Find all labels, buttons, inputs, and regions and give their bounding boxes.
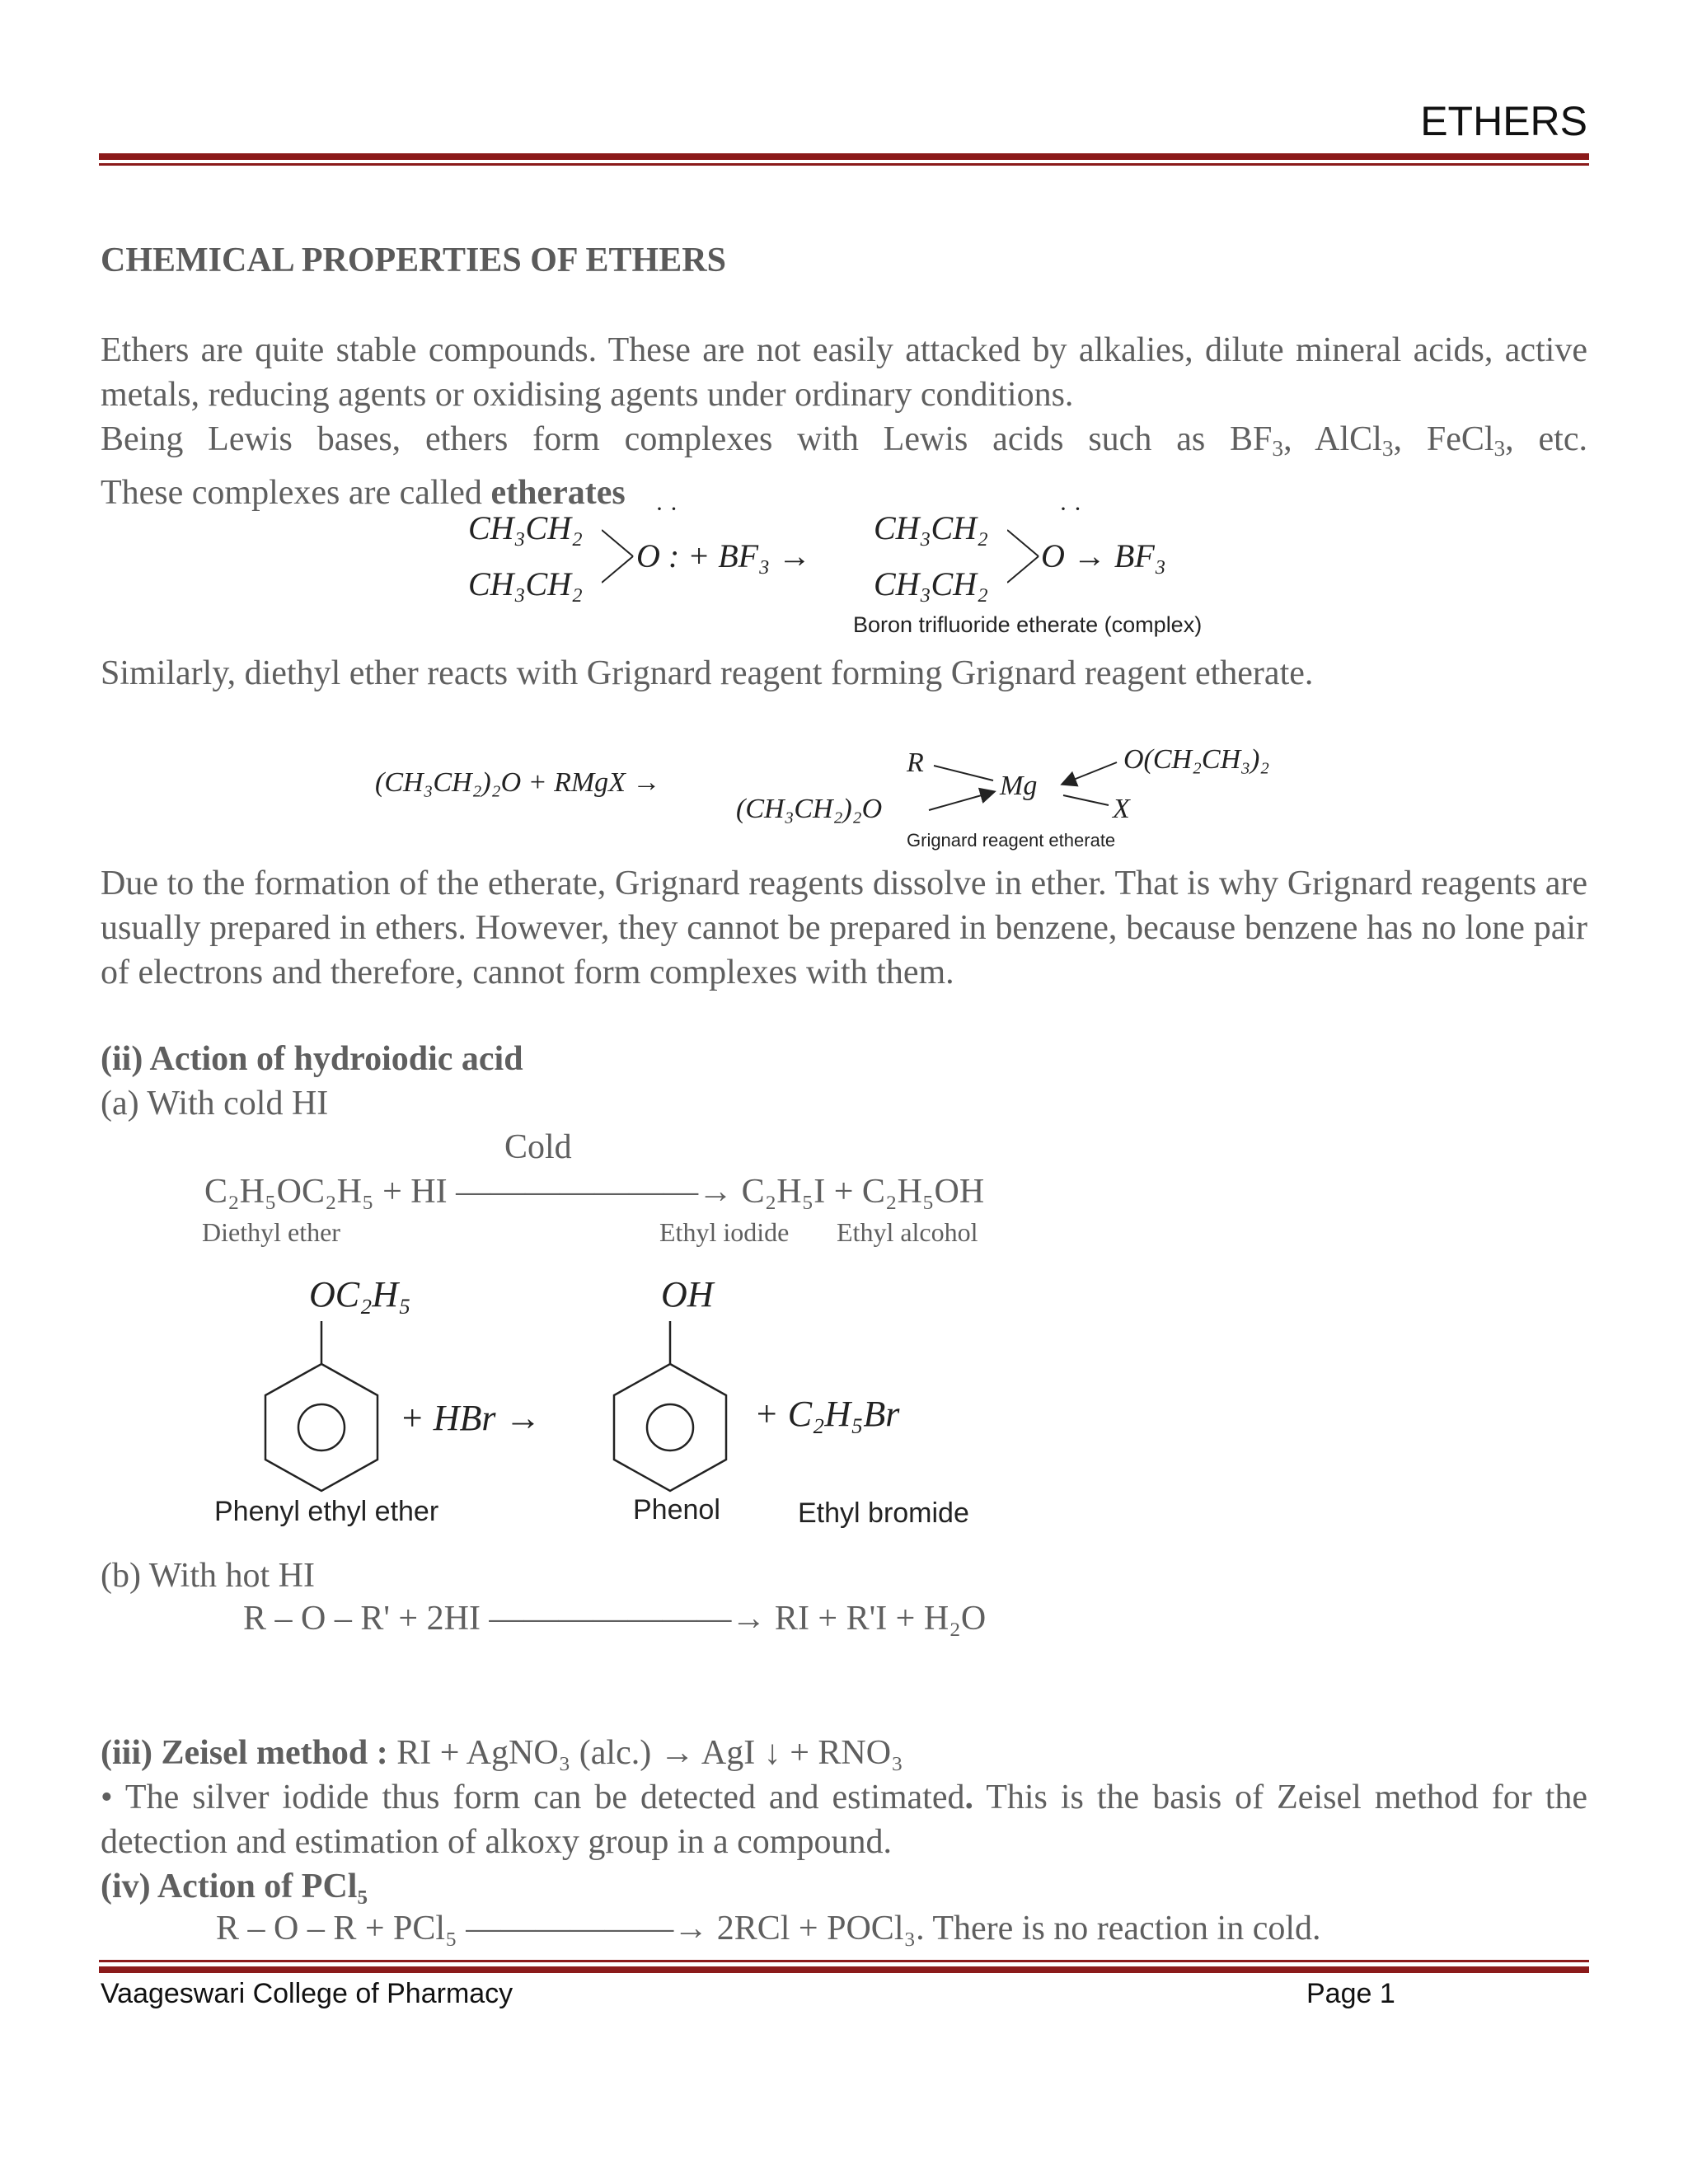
lone-pair-dots-right: · ·	[1059, 495, 1082, 523]
grignard-halide-x: X	[1113, 794, 1130, 824]
grignard-caption: Grignard reagent etherate	[907, 830, 1116, 851]
label-ethyl-bromide: Ethyl bromide	[798, 1497, 969, 1529]
label-diethyl-ether: Diethyl ether	[202, 1217, 340, 1247]
label-phenol: Phenol	[633, 1494, 720, 1526]
section-pcl5-title: (iv) Action of PCl₅	[101, 1868, 368, 1905]
oxygen-to-bf3: O → BF₃	[1041, 537, 1166, 574]
cold-hi-equation: C₂H₅OC₂H₅ + HI ———————→ C₂H₅I + C₂H₅OH	[204, 1173, 985, 1211]
plus-hbr-arrow: + HBr →	[400, 1398, 542, 1438]
oxygen-plus-bf3: O : + BF₃ →	[636, 537, 811, 574]
footer-college-name: Vaageswari College of Pharmacy	[101, 1978, 513, 2009]
zeisel-equation: RI + AgNO₃ (alc.) → AgI ↓ + RNO₃	[396, 1734, 903, 1772]
hot-hi-equation: R – O – R' + 2HI ———————→ RI + R'I + H₂O	[243, 1600, 987, 1638]
grignard-r-group: R	[907, 748, 924, 778]
etherates-term: etherates	[490, 473, 626, 512]
bf3-complex-caption: Boron trifluoride etherate (complex)	[853, 612, 1203, 637]
cold-condition-label: Cold	[504, 1128, 572, 1166]
phenyl-ether-hbr-reaction	[206, 1273, 997, 1545]
paragraph-etherate-formation: Due to the formation of the etherate, Grignard reagents dissolve in ether. That is why Grignard reagents are usually prepared in ethers. However, they cannot be prepared in benzene, because benzene has no lone pair of electrons and therefore, cannot form complexes with them.	[101, 865, 1587, 991]
footer-rule-thick	[99, 1966, 1589, 1973]
p2-text-a: Being Lewis bases, ethers form complexes with Lewis acids such as BF	[101, 420, 1273, 458]
footer-page-number: Page 1	[1306, 1978, 1395, 2009]
header-rule-thick	[99, 153, 1589, 160]
lone-pair-dots-left: · ·	[655, 495, 678, 523]
grignard-left-ether: (CH₃CH₂)₂O	[736, 794, 883, 824]
zeisel-bullet: • The silver iodide thus form can be detected and estimated. This is the basis of Zeisel method for the detection and estimation of alkoxy group in a compound.	[101, 1779, 1588, 1861]
paragraph-grignard: Similarly, diethyl ether reacts with Grignard reagent forming Grignard reagent etherate.	[101, 654, 1314, 692]
plus-ethyl-bromide: + C₂H₅Br	[754, 1394, 900, 1434]
section-title: CHEMICAL PROPERTIES OF ETHERS	[101, 241, 726, 279]
reactant-ethyl-2: CH₃CH₂	[468, 565, 583, 602]
footer-rule-thin	[99, 1960, 1589, 1962]
sub-cold-hi: (a) With cold HI	[101, 1085, 329, 1122]
bf3-etherate-reaction	[462, 495, 1253, 643]
oh-substituent: OH	[661, 1274, 714, 1315]
oc2h5-substituent: OC₂H₅	[309, 1274, 411, 1315]
header-rule-thin	[99, 163, 1589, 166]
page-header-title: ETHERS	[1420, 98, 1587, 144]
grignard-bond-arrows	[375, 738, 1331, 853]
label-ethyl-iodide: Ethyl iodide	[659, 1217, 790, 1247]
grignard-right-ether: O(CH₂CH₃)₂	[1123, 744, 1270, 775]
grignard-etherate-reaction	[375, 738, 1331, 853]
grignard-reactants: (CH₃CH₂)₂O + RMgX →	[375, 767, 661, 798]
paragraph-lewis-bases: Being Lewis bases, ethers form complexes with Lewis acids such as $BF_3$, AlCl$_3$, FeCl$_3$, etc. These complexes are called etherates	[101, 420, 1587, 512]
label-ethyl-alcohol: Ethyl alcohol	[837, 1217, 978, 1247]
reactant-ethyl-1: CH₃CH₂	[468, 509, 583, 546]
section-hydroiodic-acid-title: (ii) Action of hydroiodic acid	[101, 1040, 523, 1078]
label-phenyl-ethyl-ether: Phenyl ethyl ether	[214, 1496, 439, 1527]
sub-hot-hi: (b) With hot HI	[101, 1557, 315, 1595]
product-ethyl-2: CH₃CH₂	[874, 565, 988, 602]
zeisel-method-line	[101, 1731, 1587, 1775]
zeisel-method-title: (iii) Zeisel method :	[101, 1734, 388, 1772]
paragraph-stability: Ethers are quite stable compounds. These are not easily attacked by alkalies, dilute mineral acids, active metals, reducing agents or oxidising agents under ordinary conditions.	[101, 331, 1587, 414]
product-ethyl-1: CH₃CH₂	[874, 509, 988, 546]
pcl5-equation: R – O – R + PCl₅ ——————→ 2RCl + POCl₃. There is no reaction in cold.	[216, 1910, 1321, 1947]
grignard-mg: Mg	[1000, 771, 1038, 801]
